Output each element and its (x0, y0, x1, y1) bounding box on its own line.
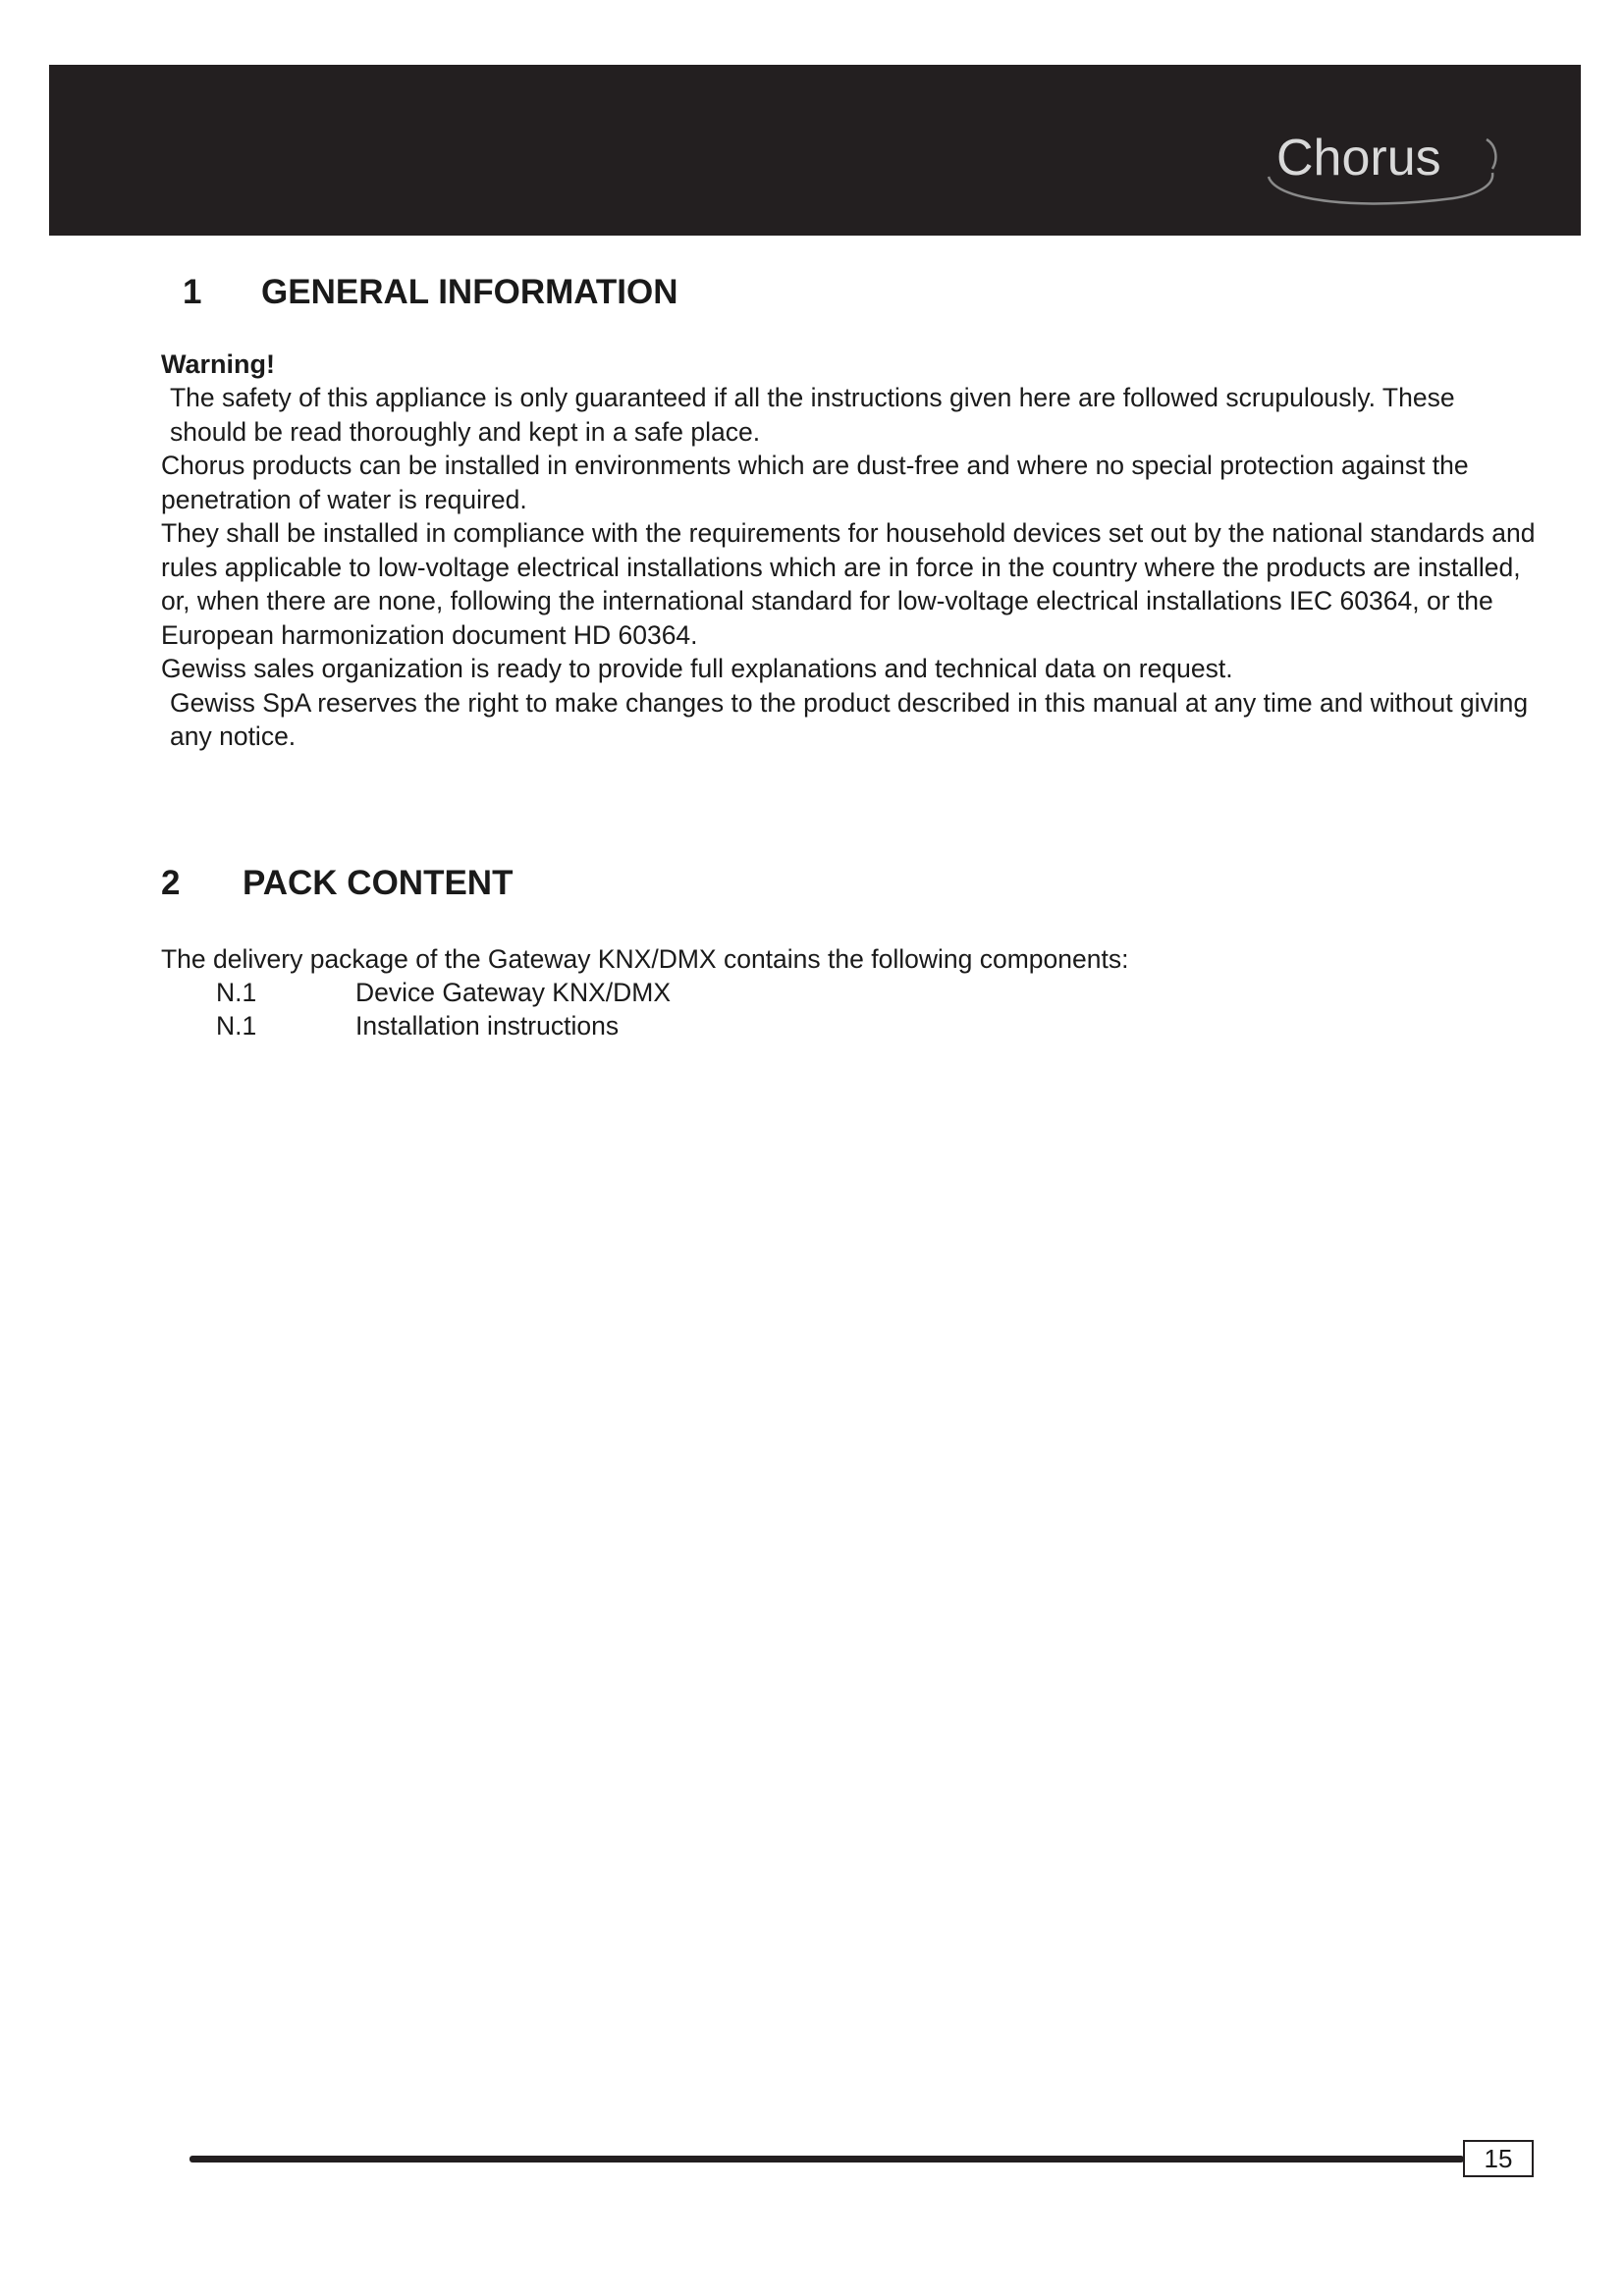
sales-paragraph: Gewiss sales organization is ready to provide full explanations and technical data on request. (161, 654, 1233, 683)
item-label: Device Gateway KNX/DMX (355, 978, 672, 1007)
section-title: PACK CONTENT (243, 864, 514, 902)
logo-wordmark: Chorus (1276, 130, 1441, 187)
section-number: 2 (161, 864, 181, 902)
pack-intro: The delivery package of the Gateway KNX/DMX contains the following components: (161, 944, 1129, 974)
section-heading (161, 273, 1536, 312)
item-label: Installation instructions (355, 1011, 620, 1041)
item-quantity: N.1 (216, 1011, 257, 1041)
section-general-information (161, 273, 1536, 754)
item-quantity: N.1 (216, 978, 257, 1007)
section-pack-content (161, 864, 1536, 1042)
list-item (161, 1009, 1536, 1042)
page-number: 15 (1463, 2140, 1534, 2177)
safety-paragraph: The safety of this appliance is only guaranteed if all the instructions given here are followed scrupulously. These should be read thoroughly and kept in a safe place. (170, 383, 1455, 447)
footer-rule (189, 2156, 1464, 2163)
chorus-logo (1247, 116, 1502, 214)
pack-list (161, 976, 1536, 1042)
warning-title: Warning! (161, 349, 275, 379)
section-number: 1 (183, 273, 202, 311)
compliance-paragraph: They shall be installed in compliance with the requirements for household devices set out by the national standards and rules applicable to low-voltage electrical installations which are in force in the country where the products are installed, or, when there are none, following the international standard for low-voltage electrical installations IEC 60364, or the European harmonization document HD 60364. (161, 518, 1536, 650)
list-item (161, 976, 1536, 1009)
section-title: GENERAL INFORMATION (261, 273, 678, 311)
environment-paragraph: Chorus products can be installed in environments which are dust-free and where no special protection against the penetration of water is required. (161, 451, 1469, 514)
rights-paragraph: Gewiss SpA reserves the right to make changes to the product described in this manual at any time and without giving any notice. (170, 687, 1529, 751)
section-heading (161, 864, 1536, 903)
